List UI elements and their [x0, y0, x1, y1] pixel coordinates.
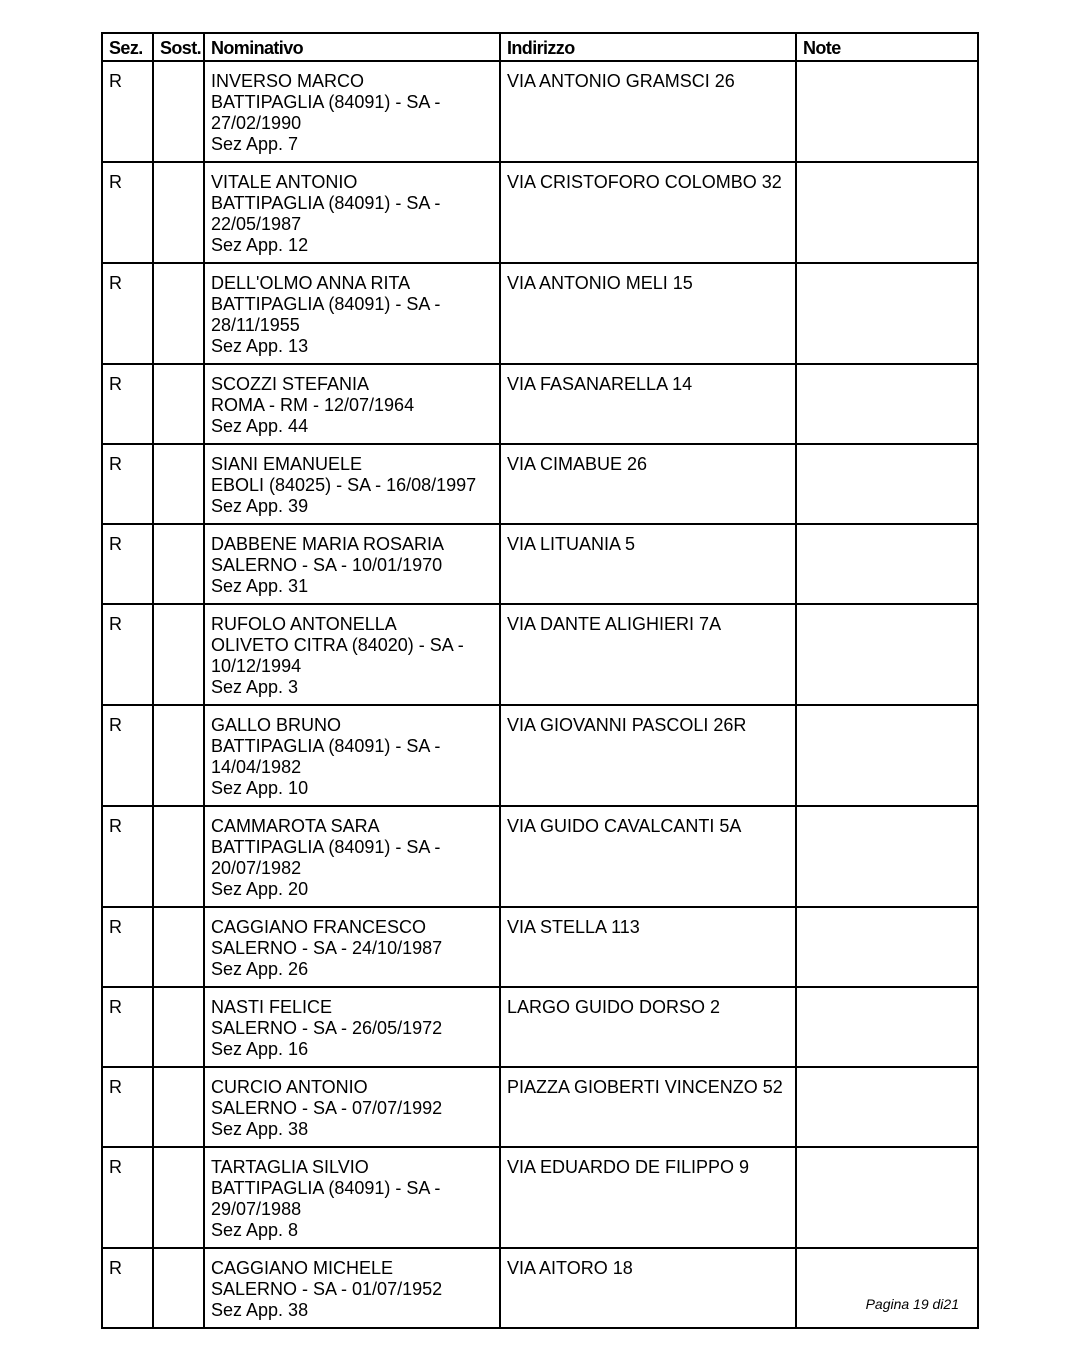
cell-sost: [153, 162, 204, 263]
cell-note: [796, 604, 978, 705]
cell-sost: [153, 263, 204, 364]
cell-indirizzo: VIA AITORO 18: [500, 1248, 796, 1328]
cell-nominativo: [204, 61, 500, 162]
cell-indirizzo: VIA ANTONIO MELI 15: [500, 263, 796, 364]
table-row: [102, 705, 978, 806]
birth-place: BATTIPAGLIA (84091) - SA -: [211, 294, 441, 314]
table-row: [102, 604, 978, 705]
document-page: [101, 32, 977, 1329]
cell-indirizzo: VIA LITUANIA 5: [500, 524, 796, 604]
cell-nominativo: [204, 806, 500, 907]
birth-place: BATTIPAGLIA (84091) - SA -: [211, 1178, 441, 1198]
birth-place: ROMA - RM - 12/07/1964: [211, 395, 415, 415]
page-number: Pagina 19 di21: [865, 1296, 959, 1312]
sez-app: Sez App. 13: [211, 336, 309, 356]
table-row: [102, 1248, 978, 1328]
cell-note: [796, 705, 978, 806]
cell-sez: R: [102, 444, 153, 524]
sez-app: Sez App. 7: [211, 134, 299, 154]
birth-date: 27/02/1990: [211, 113, 302, 133]
table-row: [102, 1067, 978, 1147]
cell-note: [796, 444, 978, 524]
header-nominativo: Nominativo: [204, 33, 500, 61]
cell-sez: R: [102, 263, 153, 364]
person-name: CURCIO ANTONIO: [211, 1077, 368, 1097]
cell-nominativo: [204, 364, 500, 444]
cell-nominativo: [204, 1147, 500, 1248]
cell-sez: R: [102, 1248, 153, 1328]
person-name: RUFOLO ANTONELLA: [211, 614, 397, 634]
person-name: CAGGIANO MICHELE: [211, 1258, 394, 1278]
table-row: [102, 444, 978, 524]
header-sost: Sost.: [153, 33, 204, 61]
cell-sez: R: [102, 61, 153, 162]
birth-place: SALERNO - SA - 26/05/1972: [211, 1018, 443, 1038]
cell-sost: [153, 524, 204, 604]
sez-app: Sez App. 38: [211, 1300, 309, 1320]
table-row: [102, 162, 978, 263]
cell-indirizzo: VIA STELLA 113: [500, 907, 796, 987]
cell-note: [796, 263, 978, 364]
cell-sost: [153, 364, 204, 444]
cell-nominativo: [204, 444, 500, 524]
table-row: [102, 364, 978, 444]
cell-nominativo: [204, 604, 500, 705]
birth-place: SALERNO - SA - 07/07/1992: [211, 1098, 443, 1118]
sez-app: Sez App. 16: [211, 1039, 309, 1059]
person-name: SCOZZI STEFANIA: [211, 374, 370, 394]
cell-nominativo: [204, 524, 500, 604]
cell-nominativo: [204, 162, 500, 263]
birth-place: OLIVETO CITRA (84020) - SA -: [211, 635, 464, 655]
cell-sez: R: [102, 162, 153, 263]
cell-note: [796, 1147, 978, 1248]
cell-note: [796, 806, 978, 907]
birth-date: 10/12/1994: [211, 656, 302, 676]
birth-place: SALERNO - SA - 10/01/1970: [211, 555, 443, 575]
birth-place: EBOLI (84025) - SA - 16/08/1997: [211, 475, 477, 495]
cell-sez: R: [102, 1067, 153, 1147]
cell-nominativo: [204, 705, 500, 806]
cell-sost: [153, 1147, 204, 1248]
cell-indirizzo: VIA DANTE ALIGHIERI 7A: [500, 604, 796, 705]
table-row: [102, 524, 978, 604]
header-note: Note: [796, 33, 978, 61]
cell-sez: R: [102, 364, 153, 444]
birth-place: BATTIPAGLIA (84091) - SA -: [211, 193, 441, 213]
birth-place: SALERNO - SA - 24/10/1987: [211, 938, 443, 958]
birth-place: SALERNO - SA - 01/07/1952: [211, 1279, 443, 1299]
cell-sez: R: [102, 806, 153, 907]
table-row: [102, 263, 978, 364]
person-name: CAMMAROTA SARA: [211, 816, 380, 836]
cell-indirizzo: VIA FASANARELLA 14: [500, 364, 796, 444]
cell-indirizzo: PIAZZA GIOBERTI VINCENZO 52: [500, 1067, 796, 1147]
birth-date: 29/07/1988: [211, 1199, 302, 1219]
sez-app: Sez App. 26: [211, 959, 309, 979]
cell-note: [796, 907, 978, 987]
cell-sost: [153, 61, 204, 162]
cell-nominativo: [204, 1248, 500, 1328]
sez-app: Sez App. 39: [211, 496, 309, 516]
cell-sez: R: [102, 604, 153, 705]
sez-app: Sez App. 20: [211, 879, 309, 899]
cell-sost: [153, 1067, 204, 1147]
cell-indirizzo: VIA GUIDO CAVALCANTI 5A: [500, 806, 796, 907]
cell-note: [796, 1067, 978, 1147]
roster-table: [101, 32, 979, 1329]
table-row: [102, 61, 978, 162]
person-name: GALLO BRUNO: [211, 715, 342, 735]
cell-note: [796, 987, 978, 1067]
header-indirizzo: Indirizzo: [500, 33, 796, 61]
person-name: DABBENE MARIA ROSARIA: [211, 534, 445, 554]
cell-sez: R: [102, 1147, 153, 1248]
table-header-row: [102, 33, 978, 61]
cell-nominativo: [204, 987, 500, 1067]
birth-date: 28/11/1955: [211, 315, 300, 335]
birth-date: 14/04/1982: [211, 757, 302, 777]
sez-app: Sez App. 3: [211, 677, 299, 697]
cell-sez: R: [102, 987, 153, 1067]
cell-indirizzo: VIA EDUARDO DE FILIPPO 9: [500, 1147, 796, 1248]
person-name: INVERSO MARCO: [211, 71, 365, 91]
cell-nominativo: [204, 1067, 500, 1147]
cell-sost: [153, 907, 204, 987]
cell-nominativo: [204, 907, 500, 987]
cell-sez: R: [102, 705, 153, 806]
birth-place: BATTIPAGLIA (84091) - SA -: [211, 837, 441, 857]
cell-note: [796, 61, 978, 162]
person-name: TARTAGLIA SILVIO: [211, 1157, 369, 1177]
cell-indirizzo: VIA CIMABUE 26: [500, 444, 796, 524]
sez-app: Sez App. 10: [211, 778, 309, 798]
person-name: VITALE ANTONIO: [211, 172, 358, 192]
birth-place: BATTIPAGLIA (84091) - SA -: [211, 736, 441, 756]
cell-sost: [153, 1248, 204, 1328]
cell-note: [796, 162, 978, 263]
cell-sez: R: [102, 524, 153, 604]
sez-app: Sez App. 44: [211, 416, 309, 436]
cell-sost: [153, 604, 204, 705]
sez-app: Sez App. 31: [211, 576, 309, 596]
table-row: [102, 987, 978, 1067]
person-name: NASTI FELICE: [211, 997, 333, 1017]
roster-body: [102, 61, 978, 1328]
cell-note: [796, 524, 978, 604]
cell-indirizzo: LARGO GUIDO DORSO 2: [500, 987, 796, 1067]
cell-sost: [153, 806, 204, 907]
birth-date: 22/05/1987: [211, 214, 302, 234]
table-row: [102, 907, 978, 987]
cell-indirizzo: VIA ANTONIO GRAMSCI 26: [500, 61, 796, 162]
cell-nominativo: [204, 263, 500, 364]
person-name: CAGGIANO FRANCESCO: [211, 917, 427, 937]
header-sez: Sez.: [102, 33, 153, 61]
cell-sost: [153, 705, 204, 806]
cell-sost: [153, 444, 204, 524]
cell-note: [796, 1248, 978, 1328]
birth-date: 20/07/1982: [211, 858, 302, 878]
cell-note: [796, 364, 978, 444]
table-row: [102, 806, 978, 907]
birth-place: BATTIPAGLIA (84091) - SA -: [211, 92, 441, 112]
cell-sez: R: [102, 907, 153, 987]
cell-indirizzo: VIA GIOVANNI PASCOLI 26R: [500, 705, 796, 806]
sez-app: Sez App. 8: [211, 1220, 299, 1240]
person-name: DELL'OLMO ANNA RITA: [211, 273, 411, 293]
sez-app: Sez App. 12: [211, 235, 309, 255]
person-name: SIANI EMANUELE: [211, 454, 363, 474]
sez-app: Sez App. 38: [211, 1119, 309, 1139]
cell-indirizzo: VIA CRISTOFORO COLOMBO 32: [500, 162, 796, 263]
cell-sost: [153, 987, 204, 1067]
table-row: [102, 1147, 978, 1248]
